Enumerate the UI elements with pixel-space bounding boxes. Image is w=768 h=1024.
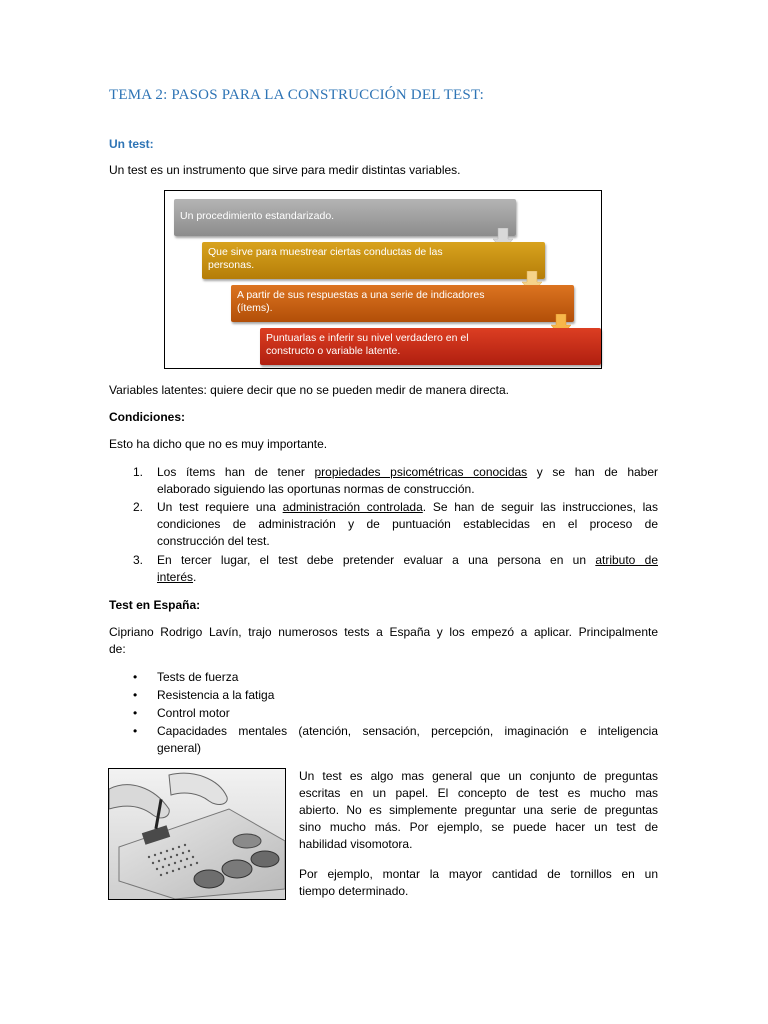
espana-line-2: de: bbox=[109, 642, 126, 656]
link-propiedades-psicometricas: propiedades psicométricas conocidas bbox=[314, 465, 528, 479]
diagram-step-2 bbox=[202, 242, 545, 279]
side-p2-line-2: tiempo determinado. bbox=[299, 884, 409, 898]
condition-2-line-2: condiciones de administración y de puntuación establecidas en el proceso de bbox=[157, 517, 658, 531]
list-number: 1. bbox=[133, 465, 144, 479]
condiciones-intro: Esto ha dicho que no es muy importante. bbox=[109, 437, 328, 451]
condition-1-line-2: elaborado siguiendo las oportunas normas de construcción. bbox=[157, 482, 475, 496]
side-p1-line-4: sino mucho más. Por ejemplo, se puede hacer un test de bbox=[299, 820, 658, 834]
test-definition: Un test es un instrumento que sirve para medir distintas variables. bbox=[109, 163, 461, 177]
condition-1-line-1: Los ítems han de tener propiedades psicométricas conocidas y se han de haber bbox=[157, 465, 659, 479]
diagram-step-3-line-2: (ítems). bbox=[237, 302, 273, 314]
bullet-icon: • bbox=[133, 724, 138, 738]
list-number: 3. bbox=[133, 553, 144, 567]
section-heading-un-test: Un test: bbox=[109, 137, 154, 151]
side-p1-line-1: Un test es algo mas general que un conjunto de preguntas bbox=[299, 769, 658, 783]
page-title: TEMA 2: PASOS PARA LA CONSTRUCCIÓN DEL TEST: bbox=[109, 87, 484, 103]
bullet-icon: • bbox=[133, 670, 138, 684]
diagram-step-4 bbox=[260, 328, 601, 365]
side-paragraph-2 bbox=[299, 866, 658, 900]
process-diagram bbox=[164, 190, 602, 369]
list-number: 2. bbox=[133, 500, 144, 514]
link-administracion-controlada: administración controlada bbox=[282, 500, 423, 514]
side-p1-line-2: escritas en un papel. El concepto de test es mucho mas bbox=[299, 786, 658, 800]
diagram-step-1 bbox=[174, 199, 516, 236]
espana-line-1: Cipriano Rodrigo Lavín, trajo numerosos tests a España y los empezó a aplicar. Principalmente bbox=[109, 625, 658, 639]
condition-2-line-3: construcción del test. bbox=[157, 534, 270, 548]
bullet-icon: • bbox=[133, 688, 138, 702]
side-p2-line-1: Por ejemplo, montar la mayor cantidad de tornillos en un bbox=[299, 867, 658, 881]
link-interes: interés bbox=[157, 570, 194, 584]
link-atributo-de: atributo de bbox=[595, 553, 658, 567]
espana-paragraph bbox=[109, 624, 658, 658]
espana-heading: Test en España: bbox=[109, 598, 201, 612]
diagram-step-2-line-2: personas. bbox=[208, 259, 255, 271]
side-paragraph-1 bbox=[299, 768, 658, 853]
bullet-icon: • bbox=[133, 706, 138, 720]
diagram-step-2-line-1: Que sirve para muestrear ciertas conductas de las bbox=[208, 246, 443, 258]
condition-3-line-1: En tercer lugar, el test debe pretender evaluar a una persona en un atributo de bbox=[157, 553, 658, 567]
diagram-step-4-line-2: constructo o variable latente. bbox=[266, 345, 401, 357]
condition-2-line-1: Un test requiere una administración controlada. Se han de seguir las instrucciones, las bbox=[157, 500, 658, 514]
diagram-step-4-line-1: Puntuarlas e inferir su nivel verdadero en el bbox=[266, 332, 469, 344]
variables-latentes-text: Variables latentes: quiere decir que no se pueden medir de manera directa. bbox=[109, 383, 510, 397]
condition-3-line-2: interés. bbox=[157, 570, 197, 584]
diagram-step-1-line-1: Un procedimiento estandarizado. bbox=[180, 210, 335, 222]
pegboard-test-photo bbox=[108, 768, 286, 900]
condiciones-heading: Condiciones: bbox=[109, 410, 186, 424]
side-p1-line-5: habilidad visomotora. bbox=[299, 837, 413, 851]
diagram-step-3-line-1: A partir de sus respuestas a una serie de indicadores bbox=[237, 289, 485, 301]
diagram-step-3 bbox=[231, 285, 574, 322]
side-p1-line-3: abierto. No es simplemente preguntar una serie de preguntas bbox=[299, 803, 658, 817]
